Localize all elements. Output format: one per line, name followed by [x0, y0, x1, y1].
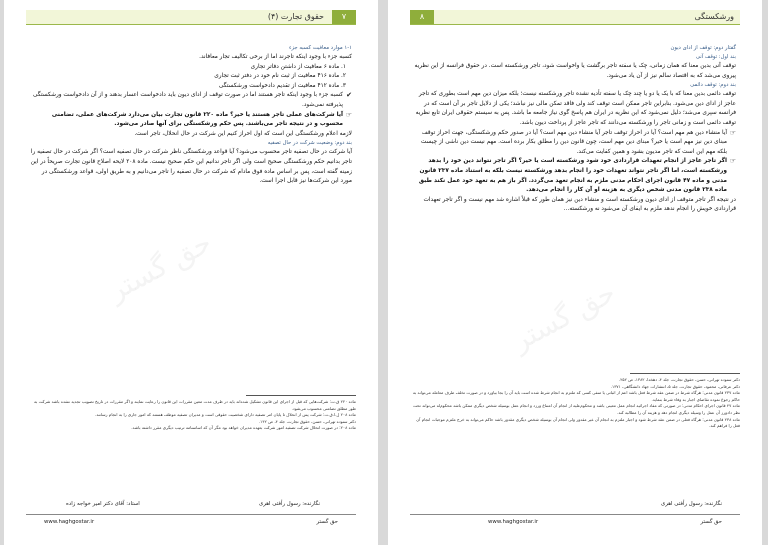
- left-footer-author: نگارنده: رسول رأفتی اهری: [259, 501, 320, 507]
- right-header-title: ورشکستگی: [694, 12, 734, 21]
- right-footnote-2: دکتر عرفانی، محمود، حقوق تجارت، جلد ۵، انتشارات جهاد دانشگاهی، ۱۳۷۱.: [610, 383, 740, 389]
- left-paragraph: آیا شرکت در حال تصفیه تاجر محسوب می‌شود؟ آیا قواعد ورشکستگی ناظر شرکت در حال تصفیه است؟ اگر شرکت در حال تصفیه را تاجر بدانیم حکم ورشکستگی صحیح است ولی اگر تاجر ندانیم این حکم صحیح نیست. ماده ۲۰۸ لایحه اصلاح قانون تجارت صریحاً در این زمینه گفته است، پس بر اساس ماده فوق مادام که شرکت در حال تصفیه را تاجر می‌دانیم و به طریق اولی، قواعد ورشکستگی در مورد این شرکت‌ها نیز قابل اجرا است.: [30, 149, 352, 185]
- left-footnote-rule: [246, 395, 356, 396]
- left-footnote-3: دکتر ستوده تهرانی، حسن، حقوق تجارت، جلد ۴، ص ۱۴۲.: [258, 418, 356, 424]
- right-paragraph-3: در نتیجه اگر تاجر متوقف از ادای دیون ورشکسته است و منشاء دین نیز همان طور که قبلاً اشاره شد مهم نیست و اگر تاجر تعهدات قراردادی خویش را انجام ندهد ملزم به ایفای آن می‌شود نه ورشکسته...: [423, 196, 736, 213]
- left-footnotes: [26, 399, 356, 432]
- left-bullet-1-text: کسبه جزء با وجود اینکه تاجر هستند اما در صورت توقف از ادای دیون باید دادخواست اعسار بدهند و از آن دادخواست ورشکستگی پذیرفته نمی‌شود.: [32, 92, 343, 108]
- left-bullet-2-text: آیا شرکت‌های عملی تاجر هستند یا خیر؟ ماده ۲۲۰ قانون تجارت بیان می‌دارد شرکت‌های عملی، تضامنی محسوب و در نتیجه تاجر می‌باشند. پس حکم ورشکستگی برای آنها صادر می‌شود.: [51, 111, 343, 128]
- right-question-1: [414, 129, 736, 158]
- left-footer-site: حق گستر: [316, 519, 338, 525]
- left-watermark: حق گستر: [102, 225, 217, 308]
- left-bullet-2: [30, 111, 352, 130]
- right-body: [414, 44, 736, 215]
- left-subheading: ۱-۱ موارد معافیت کسبه جزء: [288, 45, 352, 51]
- right-footer-url[interactable]: www.haghgostar.ir: [488, 519, 539, 525]
- right-question-1-text: آیا منشاء دین هم مهم است؟ آیا در احراز توقف تاجر آیا منشاء دین مهم است؟ آیا در صدور حکم ورشکستگی، جهت احراز توقف مبنای دین نیز مهم است یا خیر؟ مبنای دین مهم است، چون قانون دین را مطلق بکار برده است. مهم نیست دین ناشی از چیست بلکه مهم این است که تاجر مدیون بشود و همین کفایت می‌کند.: [420, 129, 727, 155]
- right-page: [388, 0, 762, 545]
- left-list-item-2: ۲. ماده ۴۱۶ معافیت از ثبت نام خود در دفتر ثبت تجاری: [214, 73, 346, 80]
- right-footnote-3: ماده ۲۳۷ قانون مدنی: هرگاه شرط در ضمن عقد شرط فعل باشد اعم از اثباتی یا منفی کسی که ملتزم به انجام شرط شده است باید آن را بجا بیاورد و در صورت تخلف طرف معامله می‌تواند به حاکم رجوع نموده تقاضای اجبار به وفاء شرط بنماید.: [412, 390, 740, 402]
- right-header-band: [410, 10, 740, 25]
- right-watermark: حق گستر: [506, 275, 621, 358]
- left-list-item-1: ۱. ماده ۶ معافیت از داشتن دفاتر تجاری: [250, 63, 346, 70]
- left-note: لازمه اعلام ورشکستگی این است که اول احراز کنیم این شرکت در حال انحلال، تاجر است.: [134, 130, 352, 137]
- right-page-number: ۸: [410, 10, 434, 24]
- right-footnote-5: ماده ۲۳۸ قانون مدنی: هرگاه فعلی در ضمن عقد شرط شود و اجبار ملتزم به انجام آن غیر مقدور ولی انجام آن بوسیله شخص دیگری مقدور باشد حاکم می‌تواند به خرج ملتزم موجبات انجام آن فعل را فراهم کند.: [416, 416, 740, 429]
- pointing-hand-icon: ☞: [729, 157, 736, 166]
- right-footnote-1: دکتر ستوده تهرانی، حسن، حقوق تجارت، جلد ۴، دهخدا، ۱۳۸۲، ص ۲۵۲.: [618, 377, 740, 382]
- left-footnote-4: ماده ۲۰۸: در صورت انحلال شرکت تصفیه امور شرکت بعهده مدیران خواهد بود مگر آن که اساسنامه ترتیب دیگری مقرر داشته باشد.: [131, 425, 356, 431]
- right-footer-rule: [410, 514, 740, 515]
- left-page-number: ۷: [332, 10, 356, 24]
- right-footnote-4: ماده ۴۷ قانون اجرای احکام مدنی: در صورتی که مفاد اجرائیه انجام عمل معینی باشد و محکوم‌علیه از انجام آن امتناع ورزد و انجام عمل بوسیله شخص دیگری ممکن باشد محکوم‌له می‌تواند تحت نظر دادورز آن عمل را وسیله دیگری انجام دهد و هزینه آن را مطالبه کند.: [412, 403, 740, 415]
- right-footnote-rule: [630, 373, 740, 374]
- pointing-hand-icon: ☞: [345, 110, 352, 119]
- right-footnotes: [410, 377, 740, 430]
- right-question-2: [414, 157, 736, 195]
- left-header-title: حقوق تجارت (۴): [267, 12, 324, 21]
- left-footer-rule: [26, 514, 356, 515]
- right-question-2-text: اگر تاجر عاجز از انجام تعهدات قراردادی خود شود ورشکسته است یا خیر؟ اگر تاجر نتواند دین خود را بدهد ورشکسته است، اما اگر تاجر نتواند تعهدات خود را انجام بدهد ورشکسته نیست بلکه به استناد ماده ۲۳۷ قانون مدنی و ماده ۴۷ قانون اجرای احکام مدنی ملزم به انجام تعهد می‌گردد. اگر باز هم به تعهد خود عمل نکند طبق ماده ۲۳۸ قانون مدنی شخص دیگری به هزینه او آن کار را انجام می‌دهد.: [418, 158, 727, 194]
- right-subheading-3: بند دوم: توقف دائمی: [690, 82, 736, 89]
- left-header-band: [26, 10, 356, 25]
- pointing-hand-icon: ☞: [729, 128, 736, 137]
- left-intro: کسبه جزء با وجود اینکه تاجرند اما از برخی تکالیف تجار معافاند.: [199, 54, 352, 60]
- left-subheading-2: بند دوم: وضعیت شرکت در حال تصفیه: [267, 140, 352, 147]
- left-list-item-3: ۳. ماده ۴۱۲ معافیت از تقدیم دادخواست ورشکستگی: [218, 82, 346, 89]
- check-icon: ✔: [346, 91, 352, 100]
- right-subheading-2: بند اول: توقف آنی: [695, 54, 736, 60]
- left-footnote-2: ماده ۲۰۸ ل.ا.ق.ت: شرکت پس از انحلال تا پایان امر تصفیه دارای شخصیت حقوقی است و مدیران تصفیه موظف هستند که امور جاری را به انجام رسانند.: [95, 412, 356, 418]
- right-footer-site: حق گستر: [700, 519, 722, 525]
- left-footer-url[interactable]: www.haghgostar.ir: [44, 519, 95, 525]
- left-bullet-1: [30, 91, 352, 110]
- left-footnote-1: ماده ۲۲۰ ق.ت: شرکت‌هایی که قبل از اجرای این قانون تشکیل شده‌اند باید در ظرف مدت معین مقررات این قانون را رعایت نمایند و اگر مقررات در تاریخ تصویب تجدید نشده باشد شرکت به طور مطلق تضامنی محسوب می‌شود.: [33, 399, 356, 411]
- left-page: [4, 0, 378, 545]
- right-paragraph-2: توقف دائمی بدین معنا که با یک یا دو یا چند چک یا سفته تأدیه نشده تاجر ورشکسته نیست؛ بلکه میزان دین مهم است بطوری که تاجر عاجز از ادای دین می‌شود. بنابراین تاجر ممکن است توقف کند ولی فاقد تمکن مالی نیز نباشد؛ یکی از دلایل تاجر بر آن است که در فرانسه سپری می‌شد؛ دلیل نمی‌شود که این نظریه در ایران هم پاسخ گوی نیاز جامعه ما باشد. پس به سیستم حقوقی ایران تابع نظریه توقف دائمی است و زمانی تاجر را ورشکسته می‌دانند که تاجر عاجز از پرداخت دیون باشد.: [415, 91, 736, 126]
- right-paragraph-1: توقف آنی بدین معنا که همان زمانی، چک یا سفته تاجر برگشت یا واخواست شود، تاجر ورشکسته است. در حقوق فرانسه از این نظریه پیروی می‌شد که به اقتصاد سالم نیز از آن یاد می‌شود.: [414, 63, 736, 79]
- left-body: [30, 44, 352, 187]
- right-subheading-1: گفتار دوم: توقف از ادای دیون: [670, 45, 736, 51]
- right-footer-author: نگارنده: رسول رأفتی اهری: [661, 501, 722, 507]
- left-footer-teacher: استاد: آقای دکتر امیر خواجه زاده: [66, 501, 140, 507]
